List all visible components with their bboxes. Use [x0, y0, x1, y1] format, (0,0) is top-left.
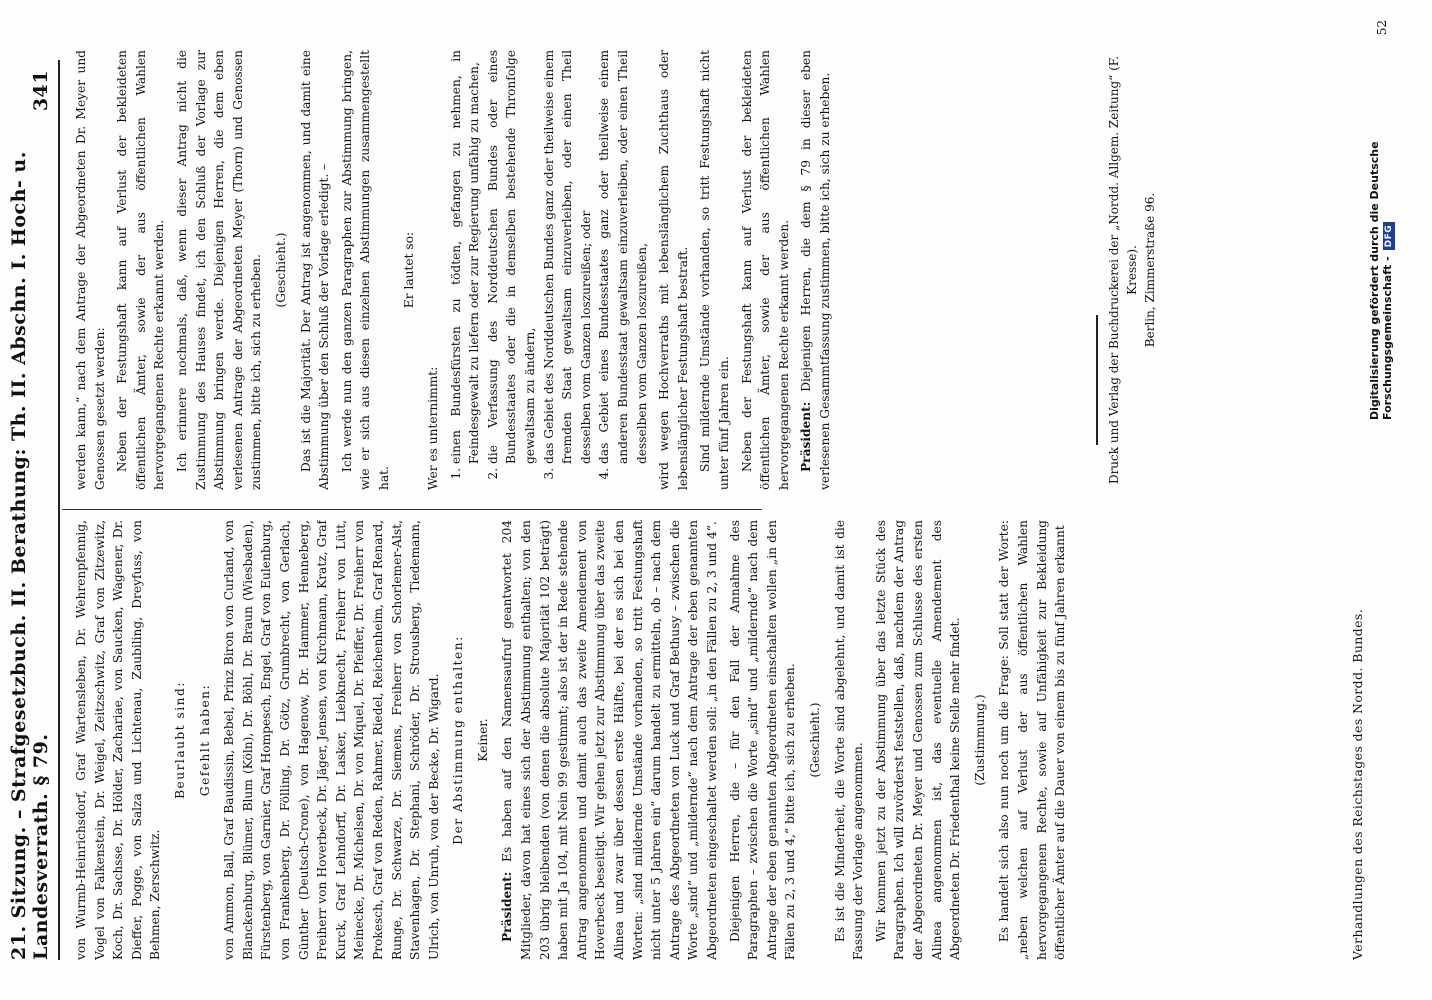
left-column [72, 520, 1327, 960]
next-stage: Wir kommen jetzt zu der Abstimmung über das letzte Stück des Paragraphen. Ich will zuvörderst feststellen, daß, nachdem der Antrag der Abgeordneten Dr. Meyer und Genossen zum Schlusse des ersten Alinea angenommen ist, das eventuelle Amendement des Abgeordneten Dr. Friedenthal keine Stelle mehr findet. [873, 520, 963, 960]
vote-question: Diejenigen Herren, die – für den Fall der Annahme des Paragraphen – zwischen die Worte „sind“ und „mildernde“ nach dem Antrage der eben genannten Abgeordneten einschalten wollen „in den Fällen zu 2, 3 und 4,“ bitte ich, sich zu erheben. [727, 520, 798, 960]
list-item: 3. das Gebiet des Norddeutschen Bundes ganz oder theilweise einem fremden Staat gewaltsam einzuverleiben, oder einen Theil desselben vom Ganzen loszureißen; oder [540, 50, 596, 464]
reaction [841, 50, 842, 490]
imprint [1105, 50, 1159, 490]
right-column [72, 50, 842, 490]
wer-es: Wer es unternimmt: [426, 366, 441, 490]
president-statement: Präsident: Es haben auf den Namensaufruf geantwortet 204 Mitglieder, davon hat eines sich der Abstimmung enthalten; von den 203 übrig bleibenden (von denen die absolute Majorität 102 beträgt) haben mit Ja 104, mit Nein 99 gestimmt; also ist der in Rede stehende Antrag angenommen und damit auch das zweite Amendement von Hoverbeck beseitigt. Wir gehen jetzt zur Abstimmung über das zweite Alinea und zwar über dessen erste Hälfte, bei der es sich bei den Worten: „sind mildernde Umstände vorhanden, so tritt Festungshaft nicht unter 5 Jahren ein“ darum handelt zu ermitteln, ob – nach dem Antrage des Abgeordneten von Luck und Graf Bethusy – zwischen die Worte „sind“ und „mildernde“ nach dem Antrage der eben genannten Abgeordneten eingeschaltet werden soll: „in den Fällen zu 2, 3 und 4“. [500, 520, 719, 960]
column-divider [62, 509, 762, 510]
note: Ich erinnere nochmals, daß, wenn dieser Antrag nicht die Zustimmung des Hauses findet, ich den Schluß der Vorlage zur Abstimmung bringen werde. Diejenigen Herren, die dem eben verlesenen Antrage der Abgeordneten Meyer (Thorn) und Genossen zustimmen, bitte ich, sich zu erheben. [174, 50, 264, 490]
gefehlt-heading: Gefehlt haben: [197, 683, 212, 797]
running-title: 21. Sitzung. – Strafgesetzbuch. II. Berathung: Th. II. Abschn. I. Hoch- u. Landesverrath. § 79. [8, 151, 52, 960]
president-statement: Präsident: Diejenigen Herren, die dem § 79 in dieser eben verlesenen Gesammtfassung zustimmen, bitte ich, sich zu erheben. [799, 50, 832, 490]
neben: Neben der Festungshaft kann auf Verlust der bekleideten öffentlichen Ämter, sowie der aus öffentlichen Wahlen hervorgegangenen Rechte erkannt werden. [739, 50, 791, 490]
paragraph-vote: Ich werde nun den ganzen Paragraphen zur Abstimmung bringen, wie er sich aus diesen einzelnen Abstimmungen zusammengestellt hat. [339, 50, 391, 490]
abstention-heading: Der Abstimmung enthalten: [451, 635, 466, 845]
imprint-rule [1096, 315, 1098, 445]
beurlaubt-heading: Beurlaubt sind: [172, 681, 187, 799]
footer-source: Verhandlungen des Reichstages des Nordd. Bundes. [1350, 608, 1365, 960]
speaker-label: Präsident: [500, 871, 515, 942]
speaker-label: Präsident: [799, 401, 814, 472]
paragraph-items [447, 50, 652, 490]
reaction: (Geschieht.) [807, 702, 822, 778]
reaction: (Zustimmung.) [972, 694, 987, 786]
quote: Neben der Festungshaft kann auf Verlust der bekleideten öffentlichen Ämter, sowie der aus öffentlichen Wahlen hervorgegangenen Rechte erkannt werden. [115, 50, 167, 490]
voter-names: von Wurmb-Heinrichsdorf, Graf Wartensleben, Dr. Wehrenpfennig, Vogel von Falkenstein, Dr. Weigel, Zeitzschwitz, Graf von Zitzewitz, Koch, Dr. Sachsse, Dr. Hölder, Zachariae, von Saucken, Wagener, Dr. Dieffer, Pogge, von Salza und Lichtenau, Zaubiling, Dreyfuss, von Behmen, Zerschwitz. [74, 520, 163, 960]
mildernde: Sind mildernde Umstände vorhanden, so tritt Festungshaft nicht unter fünf Jahren ein. [698, 50, 731, 490]
absent-names: von Ammon, Ball, Graf Baudissin, Bebel, Prinz Biron von Curland, von Blanckenburg, Blümer, Blum (Köln), Dr. Böhl, Dr. Braun (Wiesbaden), Fürstenberg, von Garnier, Graf Hompesch, Engel, Graf von Eulenburg, von Frankenberg, Dr. Fölling, Dr. Götz, Grumbrecht, von Gerlach, Günther (Deutsch-Crone), von Hagenow, Dr. Hammer, Henneberg, Freiherr von Hoverbeck, Dr. Jäger, Jensen, von Kirchmann, Kratz, Graf Kurck, Graf Lehndorff, Dr. Lasker, Liebknecht, Freiherr von Lütt, Meinecke, Dr. Michelsen, Dr. von Miquel, Dr. Pfeiffer, Dr. Freiherr von Prokesch, Graf von Reden, Rahmer, Riedel, Reichenheim, Graf Renard, Runge, Dr. Schwarze, Dr. Siemens, Freiherr von Schorlemer-Alst, Stavenhagen, Dr. Stephani, Schröder, Dr. Strousberg, Tiedemann, Ulrich, von Unruh, von der Becke, Dr. Wigard. [222, 520, 441, 960]
list-item: 2. die Verfassung des Norddeutschen Bundes oder eines Bundesstaates oder die in demselben bestehende Thronfolge gewaltsam zu ändern, [484, 50, 540, 464]
scan-page-number: 52 [1374, 20, 1389, 36]
minority-result: Es ist die Minderheit, die Worte sind abgelehnt, und damit ist die Fassung der Vorlage angenommen. [832, 520, 866, 960]
dfg-logo-icon: DFG [1383, 222, 1395, 251]
imprint-line: Berlin, Zimmerstraße 96. [1143, 192, 1157, 348]
sentence: wird wegen Hochverraths mit lebenslänglichem Zuchthaus oder lebenslänglicher Festungshaft bestraft. [657, 50, 690, 490]
footer-digitization [1368, 20, 1395, 420]
list-item: 4. das Gebiet eines Bundesstaates ganz oder theilweise einem anderen Bundesstaat gewaltsam einzuverleiben, oder einen Theil desselben vom Ganzen loszureißen, [595, 50, 651, 464]
digitization-credit: Digitalisierung gefördert durch die Deutsche Forschungsgemeinschaft -DFG [1368, 141, 1394, 420]
list-item: 1. einen Bundesfürsten zu tödten, gefangen zu nehmen, in Feindesgewalt zu liefern oder zur Regierung unfähig zu machen, [447, 50, 484, 464]
continuation: werden kann,“ nach dem Antrage der Abgeordneten Dr. Meyer und Genossen gesetzt werden: [74, 50, 107, 490]
imprint-line: Druck und Verlag der Buchdruckerei der „Nordd. Allgem. Zeitung“ (F. Kresse). [1107, 55, 1139, 485]
lautet: Er lautet so: [401, 231, 416, 309]
majority-result: Das ist die Majorität. Der Antrag ist angenommen, und damit eine Abstimmung über den Schluß der Vorlage erledigt. – [298, 50, 332, 490]
abstention-names: Keiner. [475, 718, 490, 762]
header-rule [58, 60, 60, 960]
reaction: (Geschieht.) [273, 232, 288, 308]
page-number: 341 [30, 70, 52, 112]
page-header [8, 70, 52, 960]
final-question: Es handelt sich also nun noch um die Frage: Soll statt der Worte: „neben welchen auf Verlust der aus öffentlichen Wahlen hervorgegangenen Rechte, sowie auf Unfähigkeit zur Bekleidung öffentlicher Ämter auf die Dauer von einem bis zu fünf Jahren erkannt [997, 520, 1068, 960]
